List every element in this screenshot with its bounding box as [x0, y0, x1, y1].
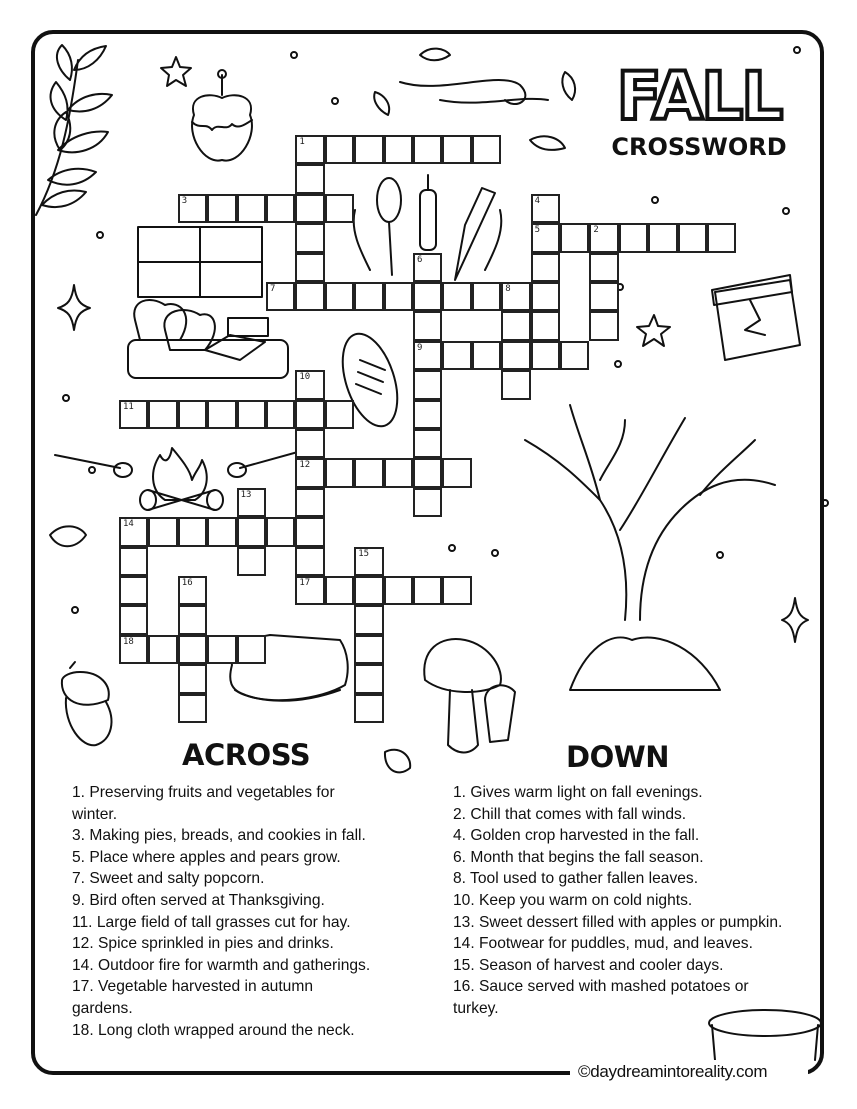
crossword-cell[interactable]	[589, 253, 618, 282]
crossword-cell[interactable]	[207, 635, 236, 664]
clue-across: 1. Preserving fruits and vegetables for winter.	[72, 784, 335, 823]
clue-across: 12. Spice sprinkled in pies and drinks.	[72, 935, 334, 953]
clue-across: 18. Long cloth wrapped around the neck.	[72, 1021, 355, 1039]
crossword-cell[interactable]	[413, 311, 442, 340]
crossword-cell[interactable]	[295, 253, 324, 282]
crossword-cell[interactable]	[295, 400, 324, 429]
crossword-cell[interactable]	[472, 341, 501, 370]
title-sub: CROSSWORD	[611, 133, 787, 161]
crossword-cell[interactable]	[266, 194, 295, 223]
clue-number: 5	[534, 225, 541, 236]
crossword-cell[interactable]	[325, 135, 354, 164]
crossword-cell[interactable]	[325, 400, 354, 429]
crossword-cell[interactable]	[589, 223, 618, 252]
copyright-text: ©daydreamintoreality.com	[578, 1062, 768, 1081]
crossword-cell[interactable]	[442, 458, 471, 487]
clue-number: 16	[181, 578, 193, 588]
crossword-cell[interactable]	[266, 282, 295, 311]
clue-down: 6. Month that begins the fall season.	[453, 848, 704, 866]
crossword-cell[interactable]	[119, 547, 148, 576]
crossword-cell[interactable]	[295, 458, 324, 487]
crossword-cell[interactable]	[207, 194, 236, 223]
down-clues	[453, 782, 793, 1020]
clue-number: 8	[505, 284, 511, 294]
crossword-cell[interactable]	[354, 635, 383, 664]
clue-across: 7. Sweet and salty popcorn.	[72, 870, 265, 888]
crossword-cell[interactable]	[295, 576, 324, 605]
clue-number: 11	[123, 401, 134, 412]
crossword-cell[interactable]	[354, 694, 383, 723]
crossword-cell[interactable]	[237, 517, 266, 546]
crossword-cell[interactable]	[384, 458, 413, 487]
clue-number: 1	[299, 137, 305, 147]
clue-across: 3. Making pies, breads, and cookies in fall.	[72, 827, 366, 845]
crossword-cell[interactable]	[413, 253, 442, 282]
clue-number: 14	[123, 519, 134, 530]
crossword-cell[interactable]	[354, 282, 383, 311]
crossword-cell[interactable]	[354, 576, 383, 605]
crossword-cell[interactable]	[325, 282, 354, 311]
crossword-cell[interactable]	[295, 135, 324, 164]
across-heading: ACROSS	[182, 738, 311, 772]
clue-number: 18	[123, 636, 134, 647]
crossword-cell[interactable]	[119, 605, 148, 634]
crossword-cell[interactable]	[413, 458, 442, 487]
crossword-cell[interactable]	[178, 194, 207, 223]
crossword-cell[interactable]	[295, 194, 324, 223]
crossword-cell[interactable]	[207, 400, 236, 429]
crossword-cell[interactable]	[472, 282, 501, 311]
clue-number: 10	[299, 372, 311, 383]
crossword-cell[interactable]	[295, 429, 324, 458]
clue-number: 12	[299, 460, 311, 471]
clue-down: 10. Keep you warm on cold nights.	[453, 891, 693, 909]
crossword-cell[interactable]	[619, 223, 648, 252]
crossword-cell[interactable]	[354, 664, 383, 693]
crossword-cell[interactable]	[413, 488, 442, 517]
crossword-cell[interactable]	[266, 400, 295, 429]
clue-across: 5. Place where apples and pears grow.	[72, 848, 341, 866]
clue-down: 15. Season of harvest and cooler days.	[453, 956, 724, 974]
crossword-cell[interactable]	[178, 576, 207, 605]
crossword-cell[interactable]	[531, 253, 560, 282]
crossword-cell[interactable]	[413, 400, 442, 429]
clue-down: 1. Gives warm light on fall evenings.	[453, 784, 703, 801]
clue-across: 17. Vegetable harvested in autumn gardens.	[72, 978, 314, 1017]
clue-down: 8. Tool used to gather fallen leaves.	[453, 870, 699, 888]
crossword-cell[interactable]	[119, 635, 148, 664]
crossword-cell[interactable]	[178, 635, 207, 664]
crossword-cell[interactable]	[178, 400, 207, 429]
crossword-cell[interactable]	[413, 282, 442, 311]
crossword-cell[interactable]	[148, 517, 177, 546]
crossword-cell[interactable]	[531, 282, 560, 311]
crossword-cell[interactable]	[178, 605, 207, 634]
crossword-cell[interactable]	[266, 517, 295, 546]
crossword-cell[interactable]	[501, 311, 530, 340]
crossword-cell[interactable]	[119, 517, 148, 546]
crossword-cell[interactable]	[678, 223, 707, 252]
crossword-cell[interactable]	[295, 517, 324, 546]
crossword-cell[interactable]	[237, 194, 266, 223]
crossword-cell[interactable]	[413, 135, 442, 164]
crossword-cell[interactable]	[295, 282, 324, 311]
crossword-cell[interactable]	[560, 341, 589, 370]
crossword-cell[interactable]	[354, 547, 383, 576]
clue-number: 17	[299, 578, 311, 588]
clue-across: 9. Bird often served at Thanksgiving.	[72, 891, 325, 909]
crossword-cell[interactable]	[413, 429, 442, 458]
crossword-cell[interactable]	[501, 341, 530, 370]
crossword-cell[interactable]	[384, 135, 413, 164]
crossword-cell[interactable]	[237, 488, 266, 517]
crossword-cell[interactable]	[237, 547, 266, 576]
crossword-cell[interactable]	[354, 605, 383, 634]
crossword-cell[interactable]	[237, 635, 266, 664]
clue-down: 2. Chill that comes with fall winds.	[453, 805, 687, 823]
title-main: FALL	[616, 58, 782, 135]
crossword-cell[interactable]	[178, 694, 207, 723]
clue-down: 14. Footwear for puddles, mud, and leaves.	[453, 935, 753, 953]
crossword-cell[interactable]	[413, 370, 442, 399]
crossword-cell[interactable]	[178, 664, 207, 693]
crossword-cell[interactable]	[648, 223, 677, 252]
crossword-cell[interactable]	[472, 135, 501, 164]
crossword-cell[interactable]	[707, 223, 736, 252]
clue-number: 9	[417, 342, 423, 353]
crossword-cell[interactable]	[178, 517, 207, 546]
crossword-cell[interactable]	[295, 164, 324, 193]
crossword-cell[interactable]	[295, 488, 324, 517]
crossword-cell[interactable]	[560, 223, 589, 252]
crossword-cell[interactable]	[295, 370, 324, 399]
crossword-cell[interactable]	[501, 282, 530, 311]
clue-number: 2	[593, 225, 599, 236]
clue-number: 15	[358, 548, 370, 559]
crossword-cell[interactable]	[413, 576, 442, 605]
crossword-cell[interactable]	[354, 458, 383, 487]
crossword-cell[interactable]	[207, 517, 236, 546]
clue-number: 13	[240, 489, 252, 500]
clue-across: 11. Large field of tall grasses cut for hay.	[72, 913, 351, 931]
clue-number: 4	[534, 195, 541, 206]
clue-down: 4. Golden crop harvested in the fall.	[453, 827, 700, 845]
crossword-cell[interactable]	[384, 282, 413, 311]
down-heading: DOWN	[566, 740, 669, 774]
crossword-cell[interactable]	[589, 311, 618, 340]
crossword-cell[interactable]	[442, 341, 471, 370]
crossword-cell[interactable]	[442, 135, 471, 164]
clue-number: 3	[181, 195, 188, 206]
crossword-cell[interactable]	[531, 223, 560, 252]
clue-down: 16. Sauce served with mashed potatoes or turkey.	[453, 978, 749, 1017]
crossword-cell[interactable]	[325, 576, 354, 605]
crossword-cell[interactable]	[413, 341, 442, 370]
clue-number: 7	[270, 284, 276, 294]
crossword-cell[interactable]	[148, 400, 177, 429]
crossword-cell[interactable]	[531, 311, 560, 340]
crossword-cell[interactable]	[442, 282, 471, 311]
crossword-cell[interactable]	[531, 194, 560, 223]
crossword-cell[interactable]	[119, 576, 148, 605]
crossword-cell[interactable]	[442, 576, 471, 605]
crossword-cell[interactable]	[589, 282, 618, 311]
crossword-cell[interactable]	[325, 458, 354, 487]
crossword-cell[interactable]	[501, 370, 530, 399]
clue-across: 14. Outdoor fire for warmth and gatherings.	[72, 956, 371, 974]
clue-down: 13. Sweet dessert filled with apples or pumpkin.	[453, 913, 783, 931]
crossword-cell[interactable]	[295, 223, 324, 252]
crossword-cell[interactable]	[119, 400, 148, 429]
crossword-cell[interactable]	[354, 135, 383, 164]
clue-number: 6	[417, 254, 423, 265]
crossword-cell[interactable]	[237, 400, 266, 429]
across-clues	[72, 782, 372, 1041]
crossword-cell[interactable]	[325, 194, 354, 223]
crossword-cell[interactable]	[531, 341, 560, 370]
crossword-cell[interactable]	[148, 635, 177, 664]
crossword-cell[interactable]	[384, 576, 413, 605]
crossword-cell[interactable]	[295, 547, 324, 576]
